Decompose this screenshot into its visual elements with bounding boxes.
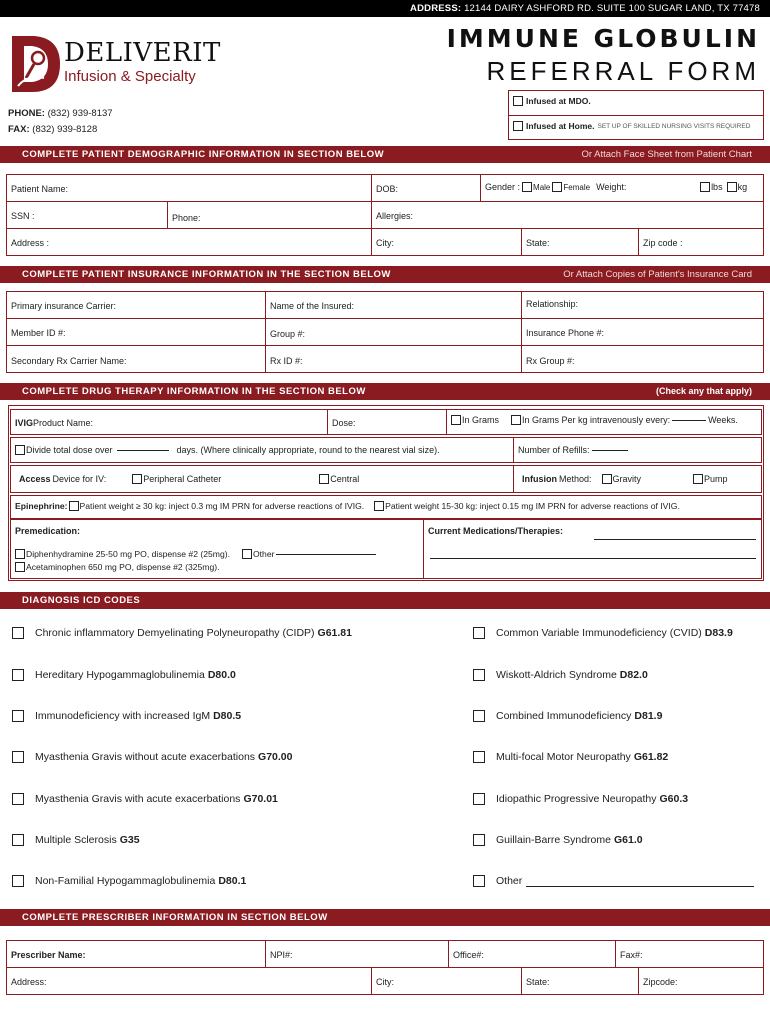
dx-label: Guillain-Barre Syndrome xyxy=(496,834,611,846)
dose-label: Dose: xyxy=(332,418,356,428)
dx-cvid xyxy=(473,627,733,639)
dx-other-line[interactable] xyxy=(526,876,754,887)
dx-hereditary-hypogammaglobulinemia xyxy=(12,669,236,681)
dx-combined-immunodeficiency xyxy=(473,710,662,722)
dx-guillain-barre xyxy=(473,834,643,846)
divide-days-line[interactable] xyxy=(117,450,169,451)
fax-value: (832) 939-8128 xyxy=(32,124,98,135)
form-title-line1: IMMUNE GLOBULIN xyxy=(446,24,760,53)
kg-checkbox[interactable] xyxy=(727,182,737,192)
name-insured-field[interactable] xyxy=(265,291,522,319)
premedication-label: Premedication: xyxy=(15,526,81,536)
in-grams-per-kg-label: In Grams Per kg intravenously every: xyxy=(522,415,671,425)
epi-30kg-label: Patient weight ≥ 30 kg: inject 0.3 mg IM PRN for adverse reactions of IVIG. xyxy=(79,501,365,511)
prescriber-fax-label: Fax#: xyxy=(620,950,643,960)
weight-label[interactable]: Weight: xyxy=(596,182,627,192)
peripheral-label: Peripheral Catheter xyxy=(143,474,222,484)
current-meds-label: Current Medications/Therapies: xyxy=(428,526,564,536)
days-label: days. (Where clinically appropriate, round to the nearest vial size). xyxy=(176,445,440,455)
rx-id-field[interactable] xyxy=(265,345,522,373)
dx-hereditary-checkbox[interactable] xyxy=(12,669,24,681)
secondary-rx-field[interactable] xyxy=(6,345,266,373)
dob-field[interactable] xyxy=(371,174,481,202)
prescriber-zip-field[interactable] xyxy=(638,967,764,995)
dx-ms-checkbox[interactable] xyxy=(12,834,24,846)
current-meds-line-2[interactable] xyxy=(430,558,756,559)
relationship-field[interactable] xyxy=(521,291,764,319)
insurance-phone-label: Insurance Phone #: xyxy=(526,328,605,338)
current-medications-field xyxy=(423,519,762,579)
patient-city-label: City: xyxy=(376,238,394,248)
lbs-label: lbs xyxy=(711,182,723,192)
divide-dose-checkbox[interactable] xyxy=(15,445,25,455)
patient-phone-field[interactable] xyxy=(167,201,372,229)
secondary-rx-label: Secondary Rx Carrier Name: xyxy=(11,356,127,366)
prescriber-city-label: City: xyxy=(376,977,394,987)
lbs-checkbox[interactable] xyxy=(700,182,710,192)
dx-code: G61.0 xyxy=(613,834,643,846)
drug-check-note: (Check any that apply) xyxy=(655,386,752,396)
dx-code: G70.00 xyxy=(258,751,293,763)
female-checkbox[interactable] xyxy=(552,182,562,192)
in-grams-checkbox[interactable] xyxy=(451,415,461,425)
dx-guillain-checkbox[interactable] xyxy=(473,834,485,846)
dx-non-familial xyxy=(12,875,246,887)
infused-mdo-checkbox[interactable] xyxy=(513,96,523,106)
dx-code: G60.3 xyxy=(659,793,689,805)
dx-other-checkbox[interactable] xyxy=(473,875,485,887)
acetaminophen-checkbox[interactable] xyxy=(15,562,25,572)
insurance-title: COMPLETE PATIENT INSURANCE INFORMATION IN THE SECTION BELOW xyxy=(22,269,391,280)
member-id-field[interactable] xyxy=(6,318,266,346)
infusion-label-bold: Infusion xyxy=(522,474,557,484)
deliverit-logo-icon xyxy=(8,34,64,94)
drug-title: COMPLETE DRUG THERAPY INFORMATION IN THE SECTION BELOW xyxy=(22,386,366,397)
dx-cidp-checkbox[interactable] xyxy=(12,627,24,639)
epinephrine-field xyxy=(10,495,762,519)
dx-other xyxy=(473,875,754,887)
insurance-attach-note: Or Attach Copies of Patient's Insurance Card xyxy=(563,269,752,280)
dx-igm-checkbox[interactable] xyxy=(12,710,24,722)
dose-unit-field xyxy=(446,409,762,435)
relationship-label: Relationship: xyxy=(526,299,579,309)
dx-label: Myasthenia Gravis without acute exacerbations xyxy=(35,751,256,763)
allergies-field[interactable] xyxy=(371,201,764,229)
ivig-product-field[interactable] xyxy=(10,409,328,435)
dx-label: Non-Familial Hypogammaglobulinemia xyxy=(35,875,216,887)
dob-label: DOB: xyxy=(376,184,399,194)
npi-label: NPI#: xyxy=(270,950,293,960)
prescriber-name-label: Prescriber Name: xyxy=(11,950,86,960)
dx-label: Multi-focal Motor Neuropathy xyxy=(496,751,631,763)
gender-weight-field xyxy=(480,174,764,202)
address-bar xyxy=(0,0,770,17)
brand-subtitle: Infusion & Specialty xyxy=(64,68,196,85)
dx-cidp xyxy=(12,627,352,639)
divide-dose-label: Divide total dose over xyxy=(26,445,113,455)
phone-value: (832) 939-8137 xyxy=(47,108,113,119)
dx-code: D80.0 xyxy=(207,669,236,681)
diphenhydramine-label: Diphenhydramine 25-50 mg PO, dispense #2 (25mg). xyxy=(26,549,230,559)
rx-group-field[interactable] xyxy=(521,345,764,373)
dx-label: Hereditary Hypogammaglobulinemia xyxy=(35,669,205,681)
patient-city-field[interactable] xyxy=(371,228,522,256)
dx-immunodeficiency-igm xyxy=(12,710,241,722)
other-premed-label: Other xyxy=(252,549,275,559)
dx-code: D80.1 xyxy=(218,875,247,887)
access-label: Device for IV: xyxy=(52,474,107,484)
patient-address-field[interactable] xyxy=(6,228,372,256)
insurance-phone-field[interactable] xyxy=(521,318,764,346)
other-premed-line[interactable] xyxy=(276,554,376,555)
office-label: Office#: xyxy=(453,950,484,960)
dx-code: G61.82 xyxy=(633,751,669,763)
insurance-section-bar xyxy=(0,266,770,283)
brand-name: DELIVERIT xyxy=(64,38,221,68)
prescriber-address-field[interactable] xyxy=(6,967,372,995)
dx-label: Wiskott-Aldrich Syndrome xyxy=(496,669,617,681)
dx-other-label: Other xyxy=(496,875,523,887)
in-grams-label: In Grams xyxy=(462,415,500,425)
diagnosis-title: DIAGNOSIS ICD CODES xyxy=(22,595,141,606)
dx-multiple-sclerosis xyxy=(12,834,140,846)
demographic-title: COMPLETE PATIENT DEMOGRAPHIC INFORMATION IN SECTION BELOW xyxy=(22,149,385,160)
epi-30kg-checkbox[interactable] xyxy=(69,501,79,511)
dx-mmn xyxy=(473,751,668,763)
dx-code: G70.01 xyxy=(243,793,278,805)
phone-line xyxy=(8,108,113,119)
kg-label: kg xyxy=(737,182,748,192)
ssn-field[interactable] xyxy=(6,201,168,229)
access-device-field xyxy=(10,465,514,493)
dx-wiskott-aldrich xyxy=(473,669,648,681)
peripheral-checkbox[interactable] xyxy=(132,474,142,484)
epi-15kg-label: Patient weight 15-30 kg: inject 0.15 mg IM PRN for adverse reactions of IVIG. xyxy=(385,501,680,511)
demographic-attach-note: Or Attach Face Sheet from Patient Chart xyxy=(581,149,752,160)
prescriber-state-label: State: xyxy=(526,977,550,987)
in-grams-per-kg-checkbox[interactable] xyxy=(511,415,521,425)
dose-field[interactable] xyxy=(327,409,447,435)
address-label: ADDRESS: xyxy=(410,3,462,14)
patient-zip-field[interactable] xyxy=(638,228,764,256)
diphenhydramine-checkbox[interactable] xyxy=(15,549,25,559)
divide-dose-field xyxy=(10,437,514,463)
prescriber-address-label: Address: xyxy=(11,977,47,987)
patient-address-label: Address : xyxy=(11,238,50,248)
dx-mmn-checkbox[interactable] xyxy=(473,751,485,763)
drug-section-bar xyxy=(0,383,770,400)
infused-home-note: SET UP OF SKILLED NURSING VISITS REQUIRED xyxy=(597,122,751,130)
male-label: Male xyxy=(533,182,551,192)
dx-idiopathic-neuropathy xyxy=(473,793,688,805)
prescriber-title: COMPLETE PRESCRIBER INFORMATION IN SECTION BELOW xyxy=(22,912,328,923)
primary-carrier-field[interactable] xyxy=(6,291,266,319)
epi-15kg-checkbox[interactable] xyxy=(374,501,384,511)
dx-code: D81.9 xyxy=(634,710,663,722)
pump-label: Pump xyxy=(704,474,728,484)
primary-carrier-label: Primary insurance Carrier: xyxy=(11,301,117,311)
group-field[interactable] xyxy=(265,318,522,346)
address-value: 12144 DAIRY ASHFORD RD. SUITE 100 SUGAR LAND, TX 77478 xyxy=(464,3,760,14)
dx-mg-with xyxy=(12,793,278,805)
epinephrine-label: Epinephrine: xyxy=(15,501,68,511)
acetaminophen-label: Acetaminophen 650 mg PO, dispense #2 (325mg). xyxy=(26,562,220,572)
dx-code: G61.81 xyxy=(317,627,352,639)
group-label: Group #: xyxy=(270,329,306,339)
weeks-label: Weeks. xyxy=(708,415,738,425)
current-meds-line-1[interactable] xyxy=(594,539,756,540)
prescriber-section-bar xyxy=(0,909,770,926)
access-label-bold: Access xyxy=(19,474,51,484)
gravity-checkbox[interactable] xyxy=(602,474,612,484)
dx-label: Idiopathic Progressive Neuropathy xyxy=(496,793,657,805)
refills-line[interactable] xyxy=(592,450,628,451)
dx-mg-without-checkbox[interactable] xyxy=(12,751,24,763)
ivig-label-bold: IVIG xyxy=(15,418,34,428)
infusion-label: Method: xyxy=(559,474,592,484)
ivig-label: Product Name: xyxy=(33,418,94,428)
member-id-label: Member ID #: xyxy=(11,328,66,338)
demographic-section-bar xyxy=(0,146,770,163)
dx-label: Multiple Sclerosis xyxy=(35,834,117,846)
patient-name-label: Patient Name: xyxy=(11,184,69,194)
dx-label: Immunodeficiency with increased IgM xyxy=(35,710,211,722)
allergies-label: Allergies: xyxy=(376,211,414,221)
prescriber-state-field[interactable] xyxy=(521,967,639,995)
infused-home-label: Infused at Home. xyxy=(526,121,595,131)
infused-mdo-label: Infused at MDO. xyxy=(526,96,591,106)
dx-non-familial-checkbox[interactable] xyxy=(12,875,24,887)
dx-idiopathic-checkbox[interactable] xyxy=(473,793,485,805)
gravity-label: Gravity xyxy=(612,474,642,484)
patient-phone-label: Phone: xyxy=(172,213,201,223)
fax-line xyxy=(8,124,97,135)
central-checkbox[interactable] xyxy=(319,474,329,484)
refills-label: Number of Refills: xyxy=(518,445,590,455)
dx-label: Common Variable Immunodeficiency (CVID) xyxy=(496,627,702,639)
dx-cvid-checkbox[interactable] xyxy=(473,627,485,639)
phone-label: PHONE: xyxy=(8,108,45,119)
male-checkbox[interactable] xyxy=(522,182,532,192)
infused-home-checkbox[interactable] xyxy=(513,121,523,131)
form-title-line2: REFERRAL FORM xyxy=(486,56,760,86)
dx-mg-without xyxy=(12,751,292,763)
patient-state-label: State: xyxy=(526,238,550,248)
dx-label: Combined Immunodeficiency xyxy=(496,710,632,722)
patient-name-field[interactable] xyxy=(6,174,372,202)
diagnosis-section-bar xyxy=(0,592,770,609)
premedication-field xyxy=(10,519,424,579)
name-insured-label: Name of the Insured: xyxy=(270,301,355,311)
dx-code: D83.9 xyxy=(704,627,733,639)
weeks-interval-line[interactable] xyxy=(672,420,706,421)
female-label: Female xyxy=(563,182,591,192)
rx-group-label: Rx Group #: xyxy=(526,356,575,366)
infusion-method-field xyxy=(513,465,762,493)
prescriber-city-field[interactable] xyxy=(371,967,522,995)
patient-state-field[interactable] xyxy=(521,228,639,256)
dx-label: Chronic inflammatory Demyelinating Polyneuropathy (CIDP) xyxy=(35,627,315,639)
other-premed-checkbox[interactable] xyxy=(242,549,252,559)
dx-wiskott-checkbox[interactable] xyxy=(473,669,485,681)
gender-label: Gender : xyxy=(485,182,521,192)
ssn-label: SSN : xyxy=(11,211,35,221)
refills-field xyxy=(513,437,762,463)
dx-combined-checkbox[interactable] xyxy=(473,710,485,722)
fax-label: FAX: xyxy=(8,124,30,135)
dx-code: D80.5 xyxy=(213,710,242,722)
dx-code: G35 xyxy=(119,834,140,846)
infusion-location-box xyxy=(508,90,764,140)
rx-id-label: Rx ID #: xyxy=(270,356,303,366)
npi-field[interactable] xyxy=(265,940,449,968)
prescriber-fax-field[interactable] xyxy=(615,940,764,968)
office-field[interactable] xyxy=(448,940,616,968)
patient-zip-label: Zip code : xyxy=(643,238,683,248)
dx-mg-with-checkbox[interactable] xyxy=(12,793,24,805)
prescriber-name-field[interactable] xyxy=(6,940,266,968)
pump-checkbox[interactable] xyxy=(693,474,703,484)
dx-label: Myasthenia Gravis with acute exacerbations xyxy=(35,793,241,805)
prescriber-zip-label: Zipcode: xyxy=(643,977,678,987)
central-label: Central xyxy=(330,474,360,484)
dx-code: D82.0 xyxy=(619,669,648,681)
